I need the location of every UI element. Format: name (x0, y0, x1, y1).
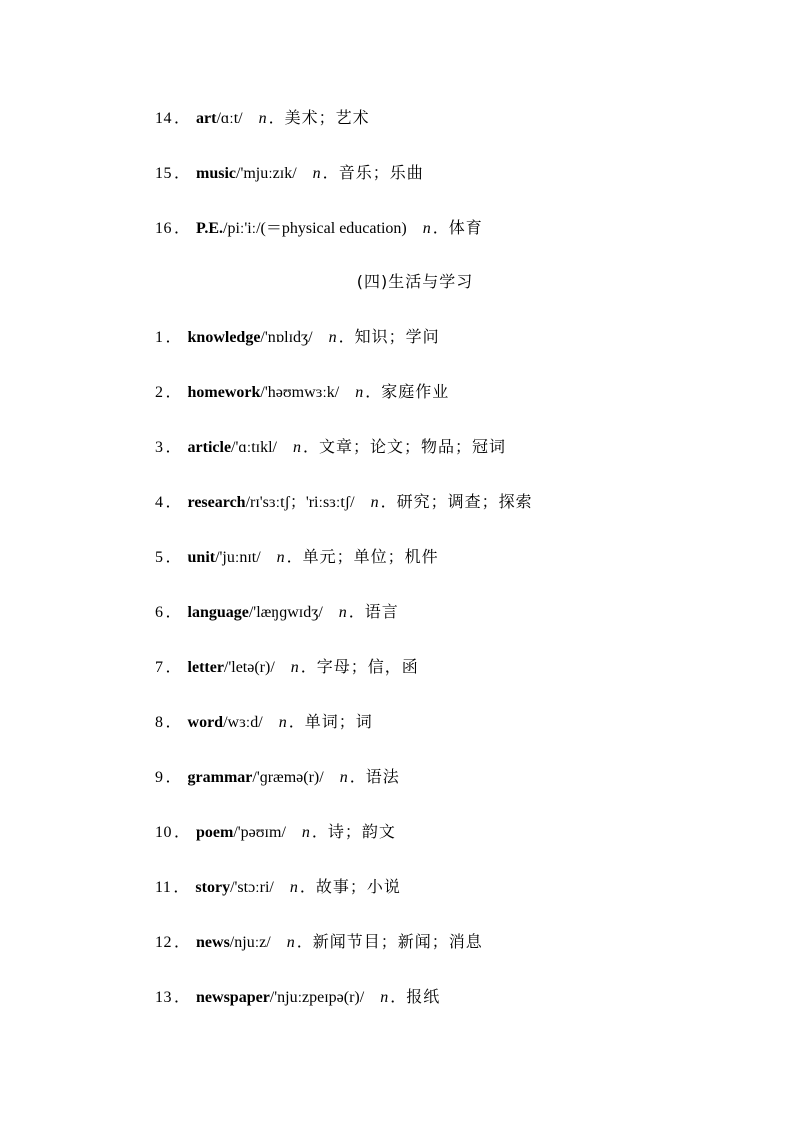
entry-number: 8 (155, 714, 164, 731)
entry-pos-dot: ． (390, 989, 407, 1006)
entry-pos-dot: ． (300, 659, 317, 676)
entry-pos: n (355, 384, 364, 401)
entry-number: 5 (155, 549, 164, 566)
entry-pos: n (278, 714, 287, 731)
entry-pos-dot: ． (348, 604, 365, 621)
vocab-entry (155, 435, 506, 459)
entry-pos: n (286, 934, 295, 951)
entry-word: homework (187, 384, 261, 401)
entry-word: story (195, 879, 231, 896)
entry-word: letter (187, 659, 224, 676)
entry-phonetic: /wɜːd/ (223, 714, 263, 731)
entry-pos: n (312, 165, 321, 182)
entry-number: 7 (155, 659, 164, 676)
vocab-entry (155, 875, 401, 899)
entry-word: newspaper (196, 989, 270, 1006)
entry-number: 9 (155, 769, 164, 786)
vocab-entry (155, 325, 440, 349)
entry-number: 12 (155, 934, 172, 951)
entry-pos-dot: ． (296, 934, 313, 951)
entry-pos: n (339, 769, 348, 786)
entry-pos: n (290, 659, 299, 676)
entry-meaning: 语法 (365, 767, 400, 786)
entry-word: research (187, 494, 246, 511)
entry-number: 4 (155, 494, 164, 511)
entry-phonetic: /'letə(r)/ (223, 659, 275, 676)
entry-meaning: 单词；词 (304, 712, 373, 731)
entry-word: news (196, 934, 230, 951)
entry-pos: n (289, 879, 298, 896)
entry-number: 14 (155, 110, 172, 127)
entry-word: P.E. (196, 220, 223, 237)
entry-pos-dot: ． (288, 714, 305, 731)
entry-separator: ． (165, 439, 182, 456)
entry-phonetic: /'pəʊɪm/ (233, 824, 286, 841)
entry-pos-dot: ． (311, 824, 328, 841)
entry-word: poem (196, 824, 234, 841)
entry-number: 3 (155, 439, 164, 456)
entry-meaning: 研究；调查；探索 (396, 492, 533, 511)
entry-word: unit (187, 549, 216, 566)
entry-meaning: 诗；韵文 (327, 822, 396, 841)
entry-pos-dot: ． (322, 165, 339, 182)
entry-pos-dot: ． (380, 494, 397, 511)
entry-separator: ． (174, 165, 191, 182)
entry-number: 6 (155, 604, 164, 621)
vocab-entry (155, 490, 533, 514)
entry-pos-dot: ． (338, 329, 355, 346)
entry-pos: n (276, 549, 285, 566)
vocab-entry (155, 106, 370, 130)
entry-meaning: 新闻节目；新闻；消息 (312, 932, 483, 951)
entry-meaning: 单元；单位；机件 (302, 547, 439, 566)
entry-separator: ． (174, 989, 191, 1006)
entry-pos: n (422, 220, 431, 237)
entry-number: 10 (155, 824, 172, 841)
entry-pos: n (258, 110, 267, 127)
entry-separator: ． (165, 549, 182, 566)
entry-word: knowledge (187, 329, 261, 346)
entry-number: 1 (155, 329, 164, 346)
entry-pos: n (292, 439, 301, 456)
entry-meaning: 字母；信，函 (316, 657, 419, 676)
entry-phonetic: /rɪ'sɜːtʃ；'riːsɜːtʃ/ (245, 494, 355, 511)
vocab-entry (155, 655, 419, 679)
entry-word: word (187, 714, 224, 731)
entry-separator: ． (174, 110, 191, 127)
vocab-entry (155, 710, 373, 734)
entry-pos: n (301, 824, 310, 841)
vocab-entry (155, 985, 440, 1009)
entry-word: grammar (187, 769, 253, 786)
entry-pos: n (328, 329, 337, 346)
entry-word: language (187, 604, 249, 621)
entry-separator: ． (165, 659, 182, 676)
vocab-entry (155, 380, 449, 404)
entry-word: music (196, 165, 237, 182)
entry-phonetic: /piː'iː/(＝physical education) (223, 220, 407, 237)
entry-meaning: 美术；艺术 (284, 108, 370, 127)
entry-phonetic: /'ɡræmə(r)/ (252, 769, 324, 786)
vocab-entry (155, 930, 483, 954)
entry-meaning: 故事；小说 (315, 877, 401, 896)
entry-meaning: 体育 (448, 218, 483, 237)
entry-phonetic: /'ɑːtɪkl/ (231, 439, 277, 456)
entry-meaning: 文章；论文；物品；冠词 (318, 437, 506, 456)
entry-number: 15 (155, 165, 172, 182)
entry-meaning: 音乐；乐曲 (338, 163, 424, 182)
entry-number: 13 (155, 989, 172, 1006)
entry-phonetic: /'juːnɪt/ (215, 549, 261, 566)
entry-phonetic: /'njuːzpeɪpə(r)/ (269, 989, 365, 1006)
entry-separator: ． (165, 604, 182, 621)
entry-separator: ． (165, 769, 182, 786)
entry-separator: ． (173, 879, 190, 896)
entry-pos: n (370, 494, 379, 511)
entry-meaning: 知识；学问 (354, 327, 440, 346)
entry-phonetic: /'mjuːzɪk/ (236, 165, 297, 182)
entry-phonetic: /'nɒlɪdʒ/ (260, 329, 313, 346)
entry-separator: ． (174, 934, 191, 951)
entry-pos-dot: ． (299, 879, 316, 896)
entry-meaning: 语言 (364, 602, 399, 621)
entry-separator: ． (174, 220, 191, 237)
entry-number: 16 (155, 220, 172, 237)
vocab-entry (155, 216, 483, 240)
entry-pos-dot: ． (268, 110, 285, 127)
entry-phonetic: /ɑːt/ (216, 110, 243, 127)
entry-separator: ． (174, 824, 191, 841)
entry-pos-dot: ． (286, 549, 303, 566)
entry-word: article (187, 439, 232, 456)
entry-separator: ． (165, 714, 182, 731)
entry-pos: n (338, 604, 347, 621)
entry-phonetic: /'stɔːri/ (230, 879, 274, 896)
entry-meaning: 家庭作业 (381, 382, 450, 401)
entry-meaning: 报纸 (406, 987, 441, 1006)
entry-pos-dot: ． (302, 439, 319, 456)
vocab-entry (155, 765, 400, 789)
entry-number: 11 (155, 879, 172, 896)
entry-pos-dot: ． (432, 220, 449, 237)
entry-phonetic: /'həʊmwɜːk/ (260, 384, 340, 401)
entry-number: 2 (155, 384, 164, 401)
vocab-entry (155, 161, 424, 185)
entry-separator: ． (165, 329, 182, 346)
entry-phonetic: /njuːz/ (229, 934, 271, 951)
entry-pos-dot: ． (349, 769, 366, 786)
entry-separator: ． (165, 494, 182, 511)
vocab-entry (155, 820, 396, 844)
entry-pos-dot: ． (365, 384, 382, 401)
section-title: (四)生活与学习 (356, 272, 474, 291)
entry-separator: ． (165, 384, 182, 401)
entry-phonetic: /'læŋɡwɪdʒ/ (248, 604, 323, 621)
vocab-entry (155, 545, 439, 569)
entry-pos: n (380, 989, 389, 1006)
entry-word: art (196, 110, 217, 127)
vocab-entry (155, 600, 399, 624)
